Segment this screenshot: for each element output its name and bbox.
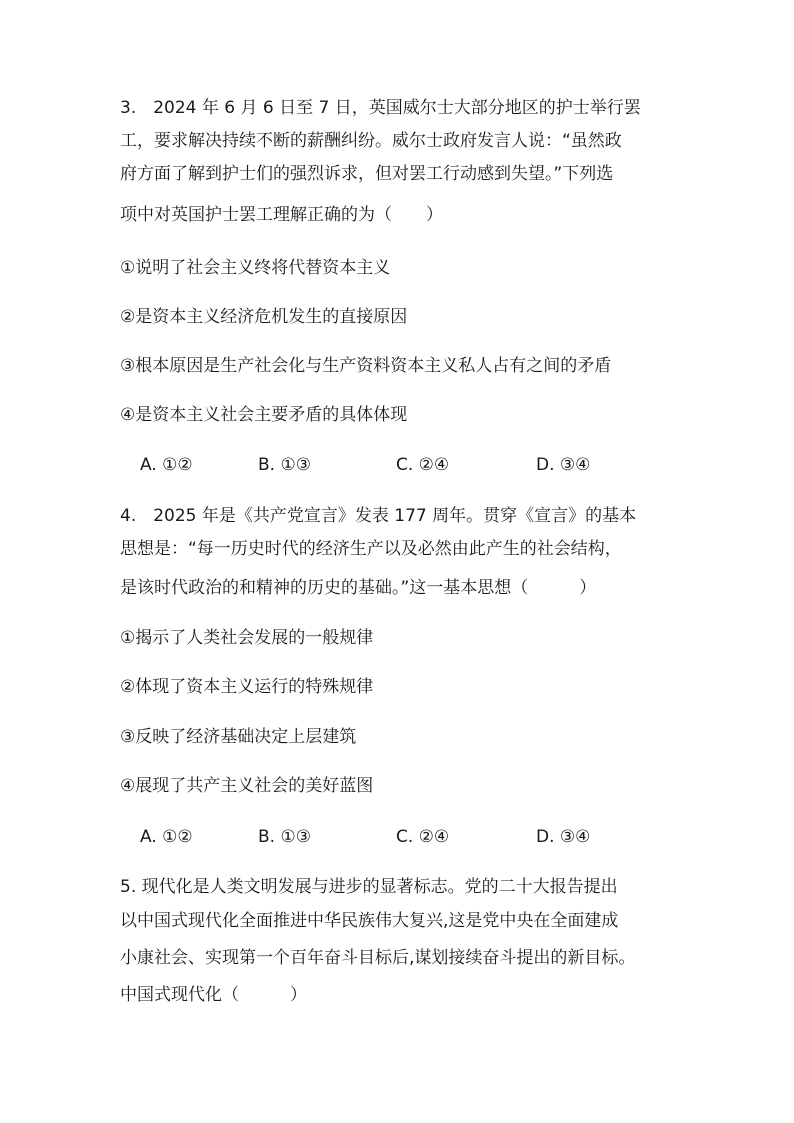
- question-3-stem-line-3: 府方面了解到护士们的强烈诉求，但对罢工行动感到失望。”下列选: [120, 164, 614, 184]
- question-3-item-2: ②是资本主义经济危机发生的直接原因: [120, 307, 408, 327]
- question-4-item-4: ④展现了共产主义社会的美好蓝图: [120, 776, 374, 796]
- question-3-stem-line-1: 3. 2024 年 6 月 6 日至 7 日，英国威尔士大部分地区的护士举行罢: [120, 98, 641, 118]
- option-b[interactable]: B. ①③: [258, 455, 311, 475]
- question-3-stem-line-2: 工，要求解决持续不断的薪酬纠纷。威尔士政府发言人说：“虽然政: [120, 131, 622, 151]
- question-4-stem-line-2: 思想是：“每一历史时代的经济生产以及必然由此产生的社会结构，: [120, 539, 622, 559]
- question-4-item-1: ①揭示了人类社会发展的一般规律: [120, 628, 374, 648]
- option-a[interactable]: A. ①②: [140, 455, 193, 475]
- question-5-stem-line-2: 以中国式现代化全面推进中华民族伟大复兴,这是党中央在全面建成: [120, 911, 619, 931]
- option-d[interactable]: D. ③④: [536, 455, 591, 475]
- question-3-options: [140, 454, 680, 476]
- option-c[interactable]: C. ②④: [396, 455, 450, 475]
- question-4-stem-line-1: 4. 2025 年是《共产党宣言》发表 177 周年。贯穿《宣言》的基本: [120, 506, 637, 526]
- question-3-item-4: ④是资本主义社会主要矛盾的具体体现: [120, 405, 408, 425]
- option-a[interactable]: A. ①②: [140, 827, 193, 847]
- question-5-stem-line-4: 中国式现代化（ ）: [120, 985, 307, 1005]
- question-4-options: [140, 826, 680, 848]
- question-3-item-3: ③根本原因是生产社会化与生产资料资本主义私人占有之间的矛盾: [120, 356, 612, 376]
- question-3-item-1: ①说明了社会主义终将代替资本主义: [120, 258, 391, 278]
- question-4-item-3: ③反映了经济基础决定上层建筑: [120, 727, 357, 747]
- question-4-stem-line-3: 是该时代政治的和精神的历史的基础。”这一基本思想（ ）: [120, 578, 597, 598]
- question-5-stem-line-3: 小康社会、实现第一个百年奋斗目标后,谋划接续奋斗提出的新目标。: [120, 948, 636, 968]
- option-d[interactable]: D. ③④: [536, 827, 591, 847]
- option-c[interactable]: C. ②④: [396, 827, 450, 847]
- question-4-item-2: ②体现了资本主义运行的特殊规律: [120, 677, 374, 697]
- question-5-stem-line-1: 5. 现代化是人类文明发展与进步的显著标志。党的二十大报告提出: [120, 877, 618, 897]
- option-b[interactable]: B. ①③: [258, 827, 311, 847]
- question-3-stem-line-4: 项中对英国护士罢工理解正确的为（ ）: [120, 205, 443, 225]
